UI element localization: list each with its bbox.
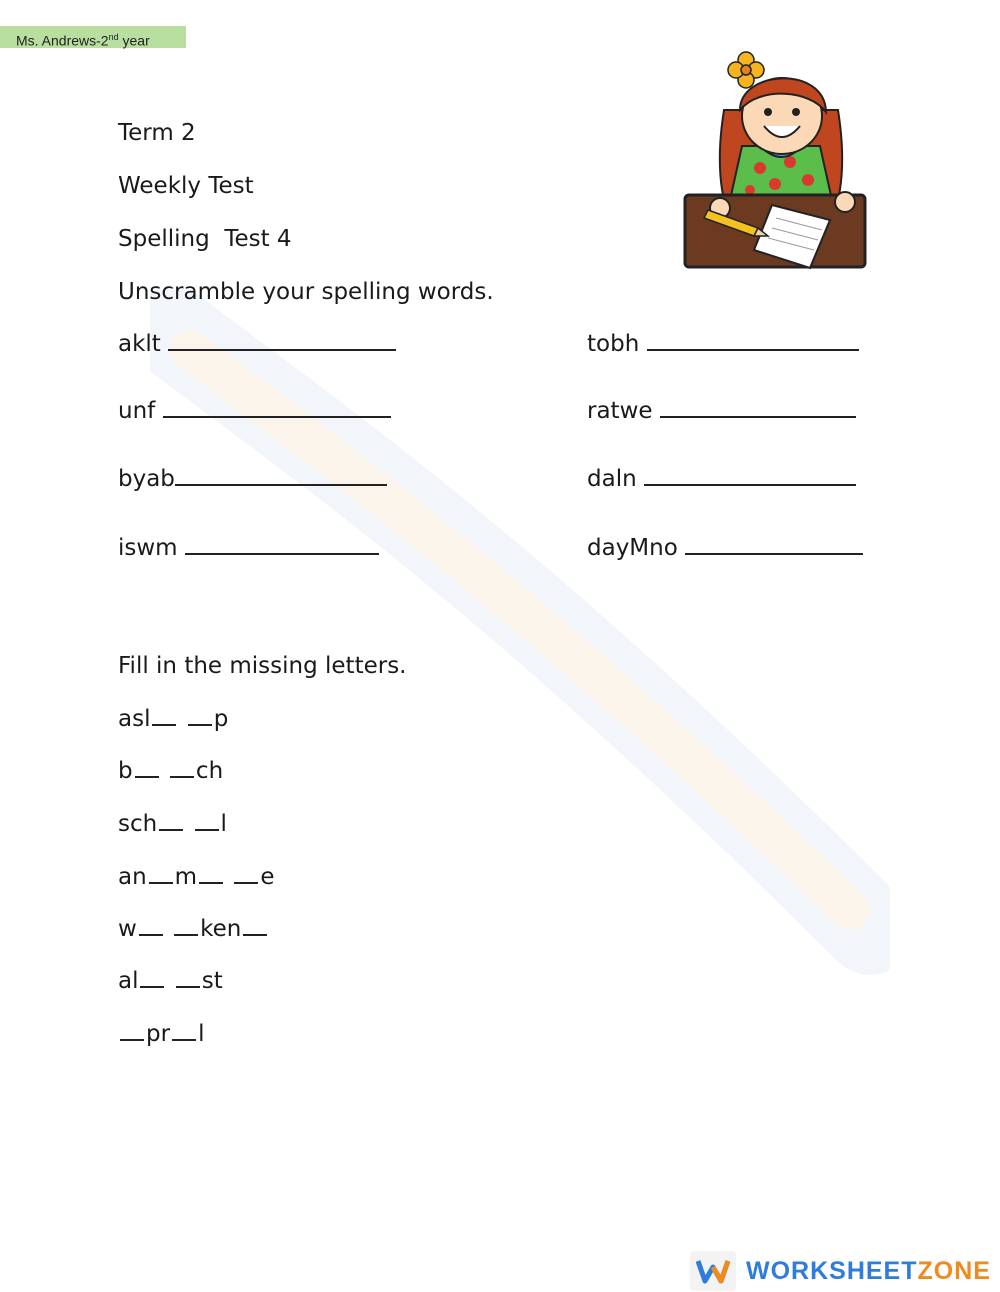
brand-footer bbox=[690, 1250, 991, 1292]
letter-blank[interactable] bbox=[172, 1039, 196, 1041]
class-tag: Ms. Andrews-2nd year bbox=[0, 26, 186, 48]
scrambled-word: byab bbox=[118, 466, 387, 492]
letter-blank[interactable] bbox=[195, 829, 219, 831]
missing-letters-item bbox=[118, 1021, 204, 1047]
missing-letters-item bbox=[118, 968, 223, 994]
unscramble-instruction: Unscramble your spelling words. bbox=[118, 279, 494, 305]
letter-blank[interactable] bbox=[149, 882, 173, 884]
missing-letters-item bbox=[118, 916, 269, 942]
letter-blank[interactable] bbox=[234, 882, 258, 884]
letter-fragment bbox=[166, 968, 173, 994]
letter-fragment bbox=[185, 811, 192, 837]
scrambled-word: daln bbox=[587, 466, 856, 492]
letter-fragment bbox=[178, 706, 185, 732]
answer-blank[interactable] bbox=[660, 412, 856, 418]
letter-fragment: pr bbox=[146, 1021, 171, 1047]
letter-fragment: ken bbox=[200, 916, 242, 942]
letter-fragment bbox=[165, 916, 172, 942]
letter-fragment: e bbox=[260, 864, 275, 890]
girl-writing-icon bbox=[680, 50, 870, 272]
answer-blank[interactable] bbox=[685, 549, 863, 555]
letter-blank[interactable] bbox=[159, 829, 183, 831]
letter-fragment: al bbox=[118, 968, 139, 994]
w-logo-icon bbox=[690, 1251, 736, 1291]
answer-blank[interactable] bbox=[168, 345, 396, 351]
scrambled-word: unf bbox=[118, 398, 391, 424]
letter-fragment: ch bbox=[195, 758, 224, 784]
scrambled-word: dayMno bbox=[587, 535, 863, 561]
answer-blank[interactable] bbox=[185, 549, 379, 555]
letter-blank[interactable] bbox=[170, 776, 194, 778]
letter-fragment bbox=[161, 758, 168, 784]
test-title: Spelling Test 4 bbox=[118, 226, 292, 252]
letter-blank[interactable] bbox=[243, 934, 267, 936]
fill-instruction: Fill in the missing letters. bbox=[118, 653, 407, 679]
answer-blank[interactable] bbox=[163, 412, 391, 418]
letter-blank[interactable] bbox=[174, 934, 198, 936]
term-label: Term 2 bbox=[118, 120, 196, 146]
letter-blank[interactable] bbox=[140, 986, 164, 988]
answer-blank[interactable] bbox=[175, 480, 387, 486]
letter-fragment: an bbox=[118, 864, 147, 890]
answer-blank[interactable] bbox=[647, 345, 859, 351]
scrambled-word: aklt bbox=[118, 331, 396, 357]
letter-blank[interactable] bbox=[120, 1039, 144, 1041]
scrambled-word: tobh bbox=[587, 331, 859, 357]
weekly-test-label: Weekly Test bbox=[118, 173, 254, 199]
letter-fragment: b bbox=[118, 758, 133, 784]
letter-fragment: l bbox=[198, 1021, 205, 1047]
letter-blank[interactable] bbox=[199, 882, 223, 884]
missing-letters-item bbox=[118, 864, 275, 890]
letter-blank[interactable] bbox=[176, 986, 200, 988]
letter-blank[interactable] bbox=[188, 724, 212, 726]
letter-blank[interactable] bbox=[139, 934, 163, 936]
letter-fragment: sch bbox=[118, 811, 158, 837]
letter-fragment: st bbox=[201, 968, 223, 994]
missing-letters-item bbox=[118, 758, 223, 784]
letter-fragment: asl bbox=[118, 706, 151, 732]
scrambled-word: ratwe bbox=[587, 398, 856, 424]
letter-fragment bbox=[225, 864, 232, 890]
letter-fragment: m bbox=[174, 864, 198, 890]
scrambled-word: iswm bbox=[118, 535, 379, 561]
letter-fragment: w bbox=[118, 916, 137, 942]
missing-letters-item bbox=[118, 706, 228, 732]
letter-fragment: p bbox=[213, 706, 229, 732]
letter-blank[interactable] bbox=[152, 724, 176, 726]
letter-blank[interactable] bbox=[135, 776, 159, 778]
brand-name: WORKSHEETZONE bbox=[746, 1256, 991, 1285]
answer-blank[interactable] bbox=[644, 480, 856, 486]
letter-fragment: l bbox=[220, 811, 227, 837]
missing-letters-item bbox=[118, 811, 227, 837]
